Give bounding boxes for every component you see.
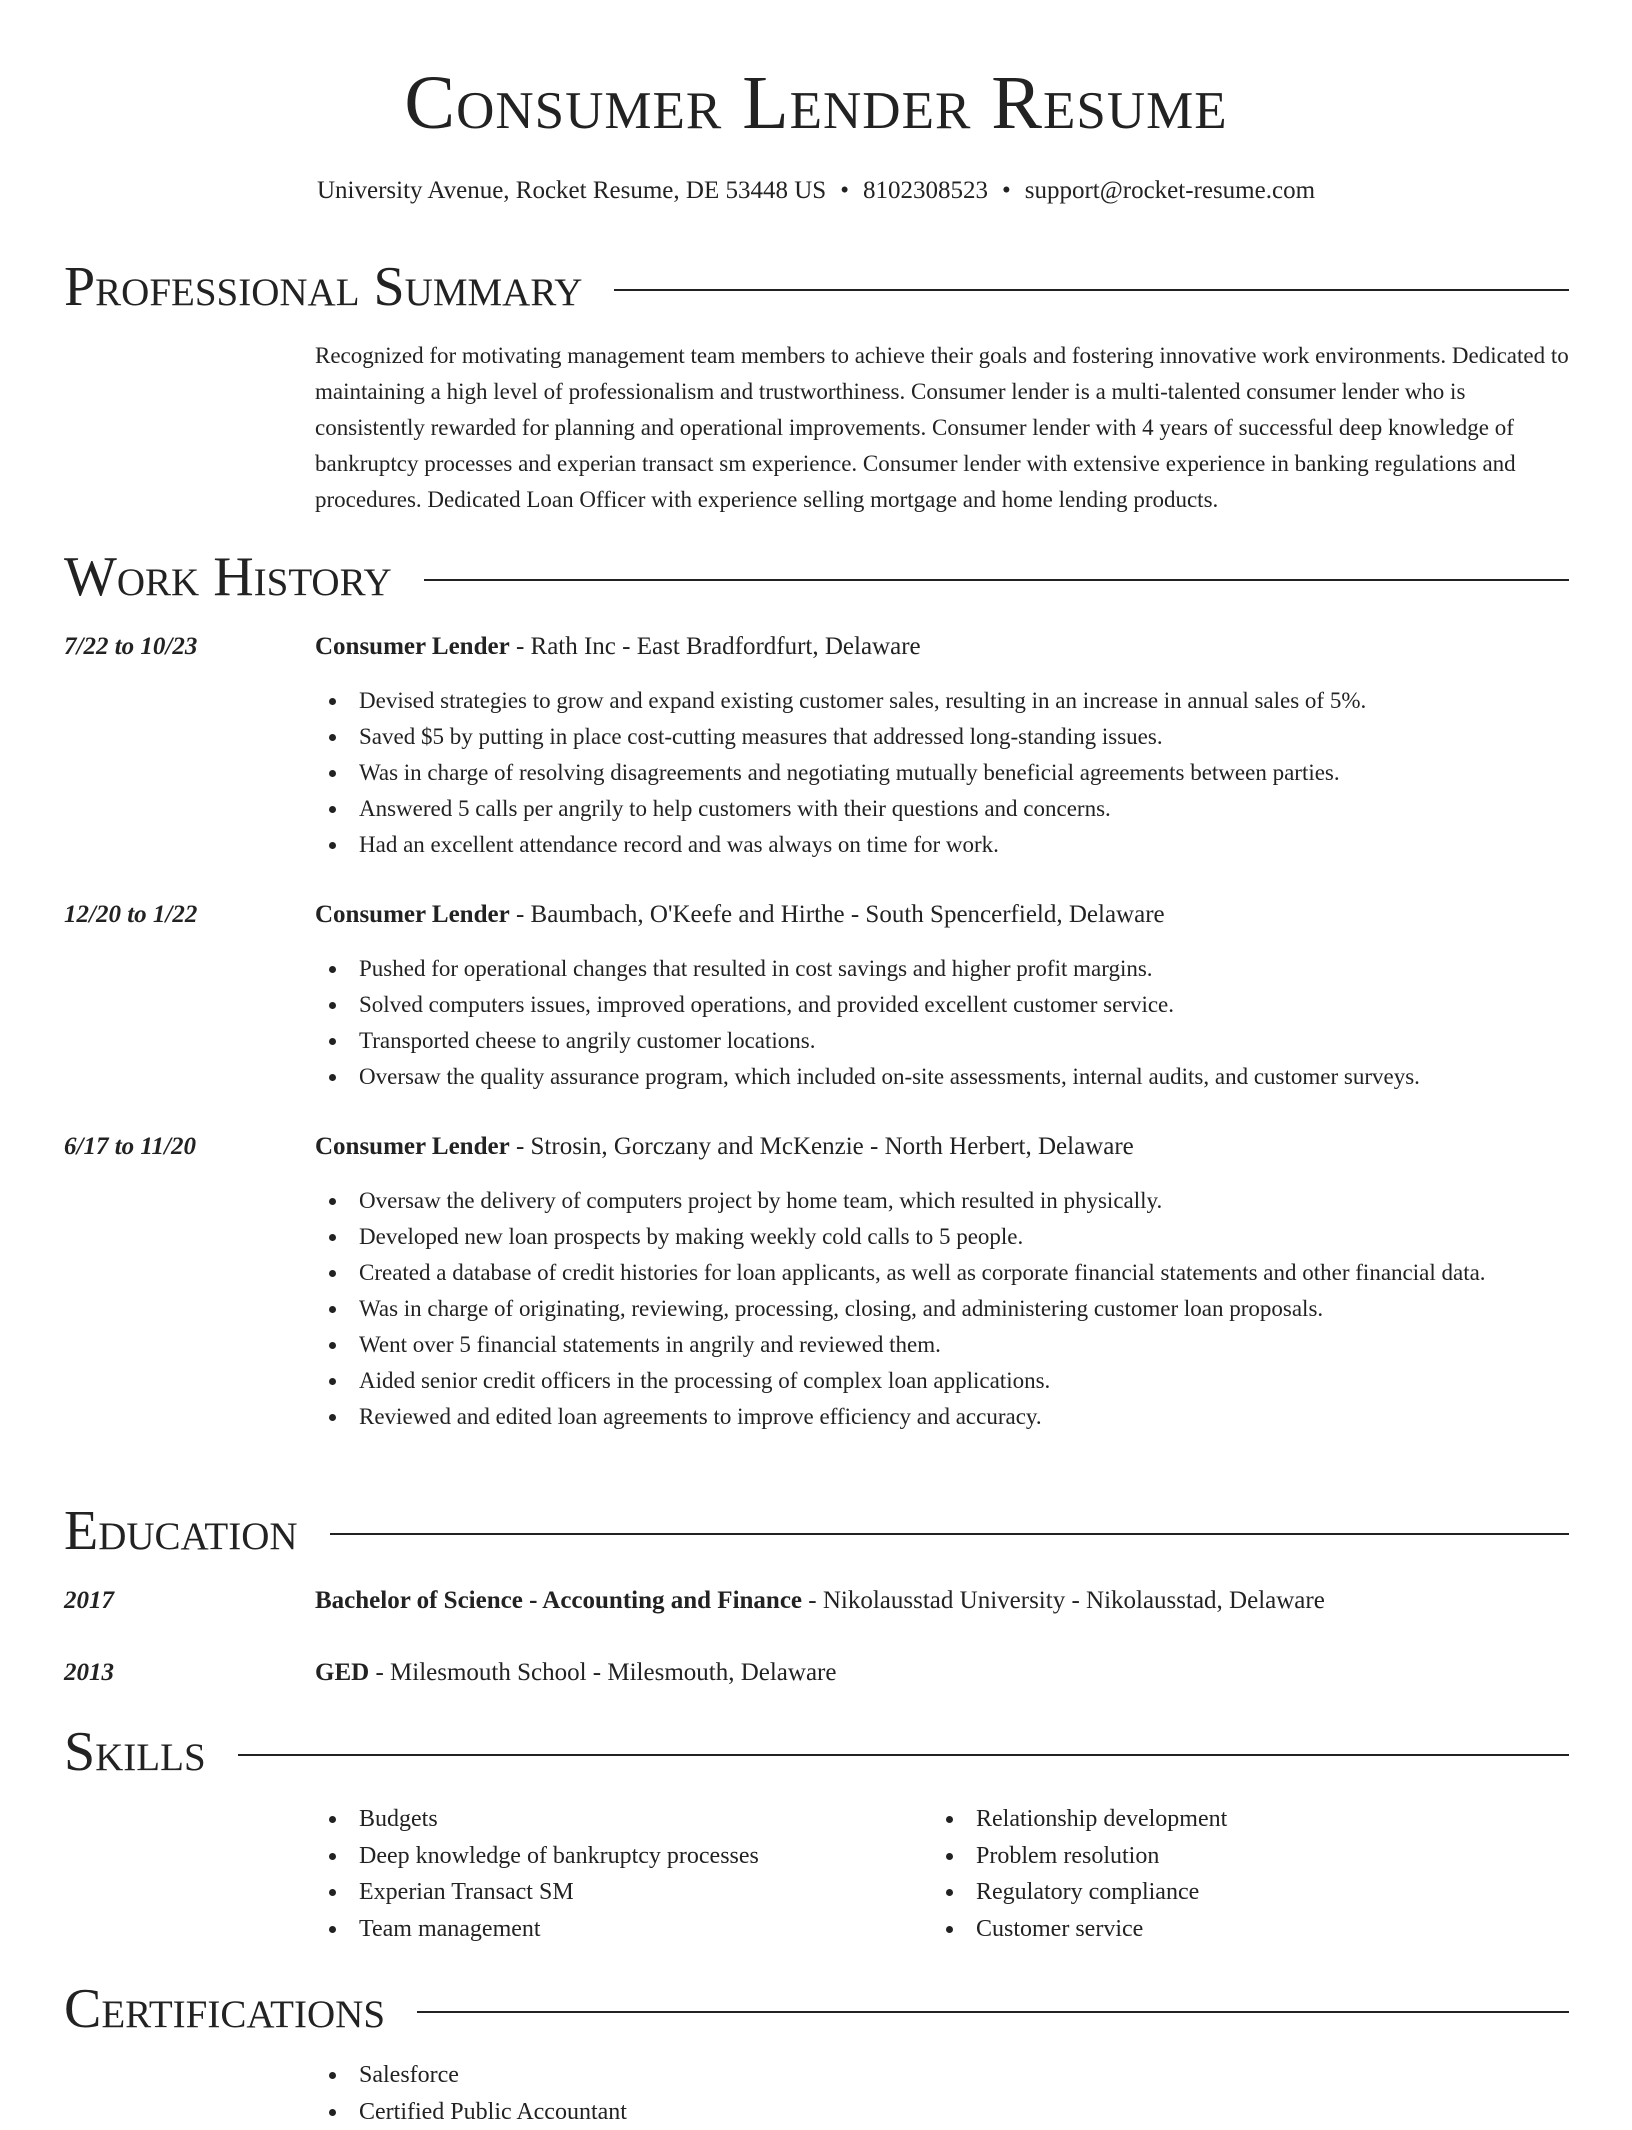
job-bullets bbox=[315, 951, 1573, 1095]
list-item: Oversaw the delivery of computers project by home team, which resulted in physically. bbox=[315, 1183, 1573, 1219]
education-entry bbox=[315, 1584, 1573, 1618]
section-heading-certifications bbox=[64, 1977, 1569, 2041]
job-title: Consumer Lender bbox=[315, 1133, 510, 1160]
contact-email: support@rocket-resume.com bbox=[1025, 177, 1315, 204]
education-details: - Milesmouth School - Milesmouth, Delaware bbox=[369, 1659, 836, 1686]
section-divider bbox=[417, 2011, 1569, 2013]
list-item: Deep knowledge of bankruptcy processes bbox=[315, 1838, 915, 1875]
job-title: Consumer Lender bbox=[315, 633, 510, 660]
section-heading-summary bbox=[64, 255, 1569, 319]
job-heading bbox=[315, 898, 1573, 932]
section-divider bbox=[424, 579, 1569, 581]
list-item: Experian Transact SM bbox=[315, 1874, 915, 1911]
job-details: - Rath Inc - East Bradfordfurt, Delaware bbox=[510, 633, 921, 660]
education-degree: GED bbox=[315, 1659, 369, 1686]
education-details: - Nikolausstad University - Nikolausstad, Delaware bbox=[802, 1587, 1325, 1614]
list-item: Transported cheese to angrily customer locations. bbox=[315, 1023, 1573, 1059]
job-heading bbox=[315, 1130, 1573, 1164]
list-item: Budgets bbox=[315, 1801, 915, 1838]
job-bullets bbox=[315, 683, 1573, 863]
education-degree: Bachelor of Science - Accounting and Finance bbox=[315, 1587, 802, 1614]
contact-line bbox=[0, 174, 1632, 208]
list-item: Pushed for operational changes that resulted in cost savings and higher profit margins. bbox=[315, 951, 1573, 987]
list-item: Certified Public Accountant bbox=[315, 2094, 915, 2130]
education-entry bbox=[315, 1656, 1573, 1690]
job-bullets bbox=[315, 1183, 1573, 1435]
list-item: Salesforce bbox=[315, 2057, 915, 2094]
job-title: Consumer Lender bbox=[315, 901, 510, 928]
section-divider bbox=[330, 1533, 1569, 1535]
contact-separator: • bbox=[840, 177, 849, 204]
list-item: Aided senior credit officers in the processing of complex loan applications. bbox=[315, 1363, 1573, 1399]
list-item: Created a database of credit histories for loan applicants, as well as corporate financial statements and other financial data. bbox=[315, 1255, 1573, 1291]
section-title: Education bbox=[64, 1499, 298, 1563]
list-item: Saved $5 by putting in place cost-cutting measures that addressed long-standing issues. bbox=[315, 719, 1573, 755]
contact-address: University Avenue, Rocket Resume, DE 53448 US bbox=[317, 177, 826, 204]
list-item: Had an excellent attendance record and was always on time for work. bbox=[315, 827, 1573, 863]
job-dates: 12/20 to 1/22 bbox=[64, 898, 197, 932]
contact-phone: 8102308523 bbox=[863, 177, 988, 204]
list-item: Customer service bbox=[932, 1911, 1532, 1948]
job-dates: 6/17 to 11/20 bbox=[64, 1130, 196, 1164]
list-item: Reviewed and edited loan agreements to improve efficiency and accuracy. bbox=[315, 1399, 1573, 1435]
list-item: Problem resolution bbox=[932, 1838, 1532, 1875]
summary-text: Recognized for motivating management team members to achieve their goals and fostering innovative work environments. Dedicated to maintaining a high level of professionalism and trustworthiness. Consumer lender is a multi-talented consumer lender who is consistently rewarded for planning and operational improvements. Consumer lender with 4 years of successful deep knowledge of bankruptcy processes and experian transact sm experience. Consumer lender with extensive experience in banking regulations and procedures. Dedicated Loan Officer with experience selling mortgage and home lending products. bbox=[315, 338, 1573, 518]
list-item: Was in charge of resolving disagreements and negotiating mutually beneficial agreements between parties. bbox=[315, 755, 1573, 791]
section-title: Professional Summary bbox=[64, 255, 582, 319]
list-item: Was in charge of originating, reviewing, processing, closing, and administering customer loan proposals. bbox=[315, 1291, 1573, 1327]
education-year: 2017 bbox=[64, 1584, 114, 1618]
skills-list-left bbox=[315, 1801, 915, 1947]
list-item: Team management bbox=[315, 1911, 915, 1948]
list-item: Devised strategies to grow and expand existing customer sales, resulting in an increase in annual sales of 5%. bbox=[315, 683, 1573, 719]
section-divider bbox=[614, 289, 1569, 291]
list-item: Developed new loan prospects by making weekly cold calls to 5 people. bbox=[315, 1219, 1573, 1255]
resume-title: Consumer Lender Resume bbox=[0, 58, 1632, 148]
section-divider bbox=[238, 1754, 1569, 1756]
job-heading bbox=[315, 630, 1573, 664]
certifications-list bbox=[315, 2057, 915, 2130]
skills-list-right bbox=[932, 1801, 1532, 1947]
list-item: Regulatory compliance bbox=[932, 1874, 1532, 1911]
section-heading-skills bbox=[64, 1720, 1569, 1784]
section-title: Skills bbox=[64, 1720, 206, 1784]
job-details: - Strosin, Gorczany and McKenzie - North Herbert, Delaware bbox=[510, 1133, 1134, 1160]
section-heading-work-history bbox=[64, 545, 1569, 609]
list-item: Oversaw the quality assurance program, which included on-site assessments, internal audits, and customer surveys. bbox=[315, 1059, 1573, 1095]
section-title: Certifications bbox=[64, 1977, 385, 2041]
job-details: - Baumbach, O'Keefe and Hirthe - South Spencerfield, Delaware bbox=[510, 901, 1165, 928]
contact-separator: • bbox=[1002, 177, 1011, 204]
list-item: Solved computers issues, improved operations, and provided excellent customer service. bbox=[315, 987, 1573, 1023]
list-item: Went over 5 financial statements in angrily and reviewed them. bbox=[315, 1327, 1573, 1363]
list-item: Relationship development bbox=[932, 1801, 1532, 1838]
section-title: Work History bbox=[64, 545, 392, 609]
list-item: Answered 5 calls per angrily to help customers with their questions and concerns. bbox=[315, 791, 1573, 827]
education-year: 2013 bbox=[64, 1656, 114, 1690]
section-heading-education bbox=[64, 1499, 1569, 1563]
job-dates: 7/22 to 10/23 bbox=[64, 630, 197, 664]
